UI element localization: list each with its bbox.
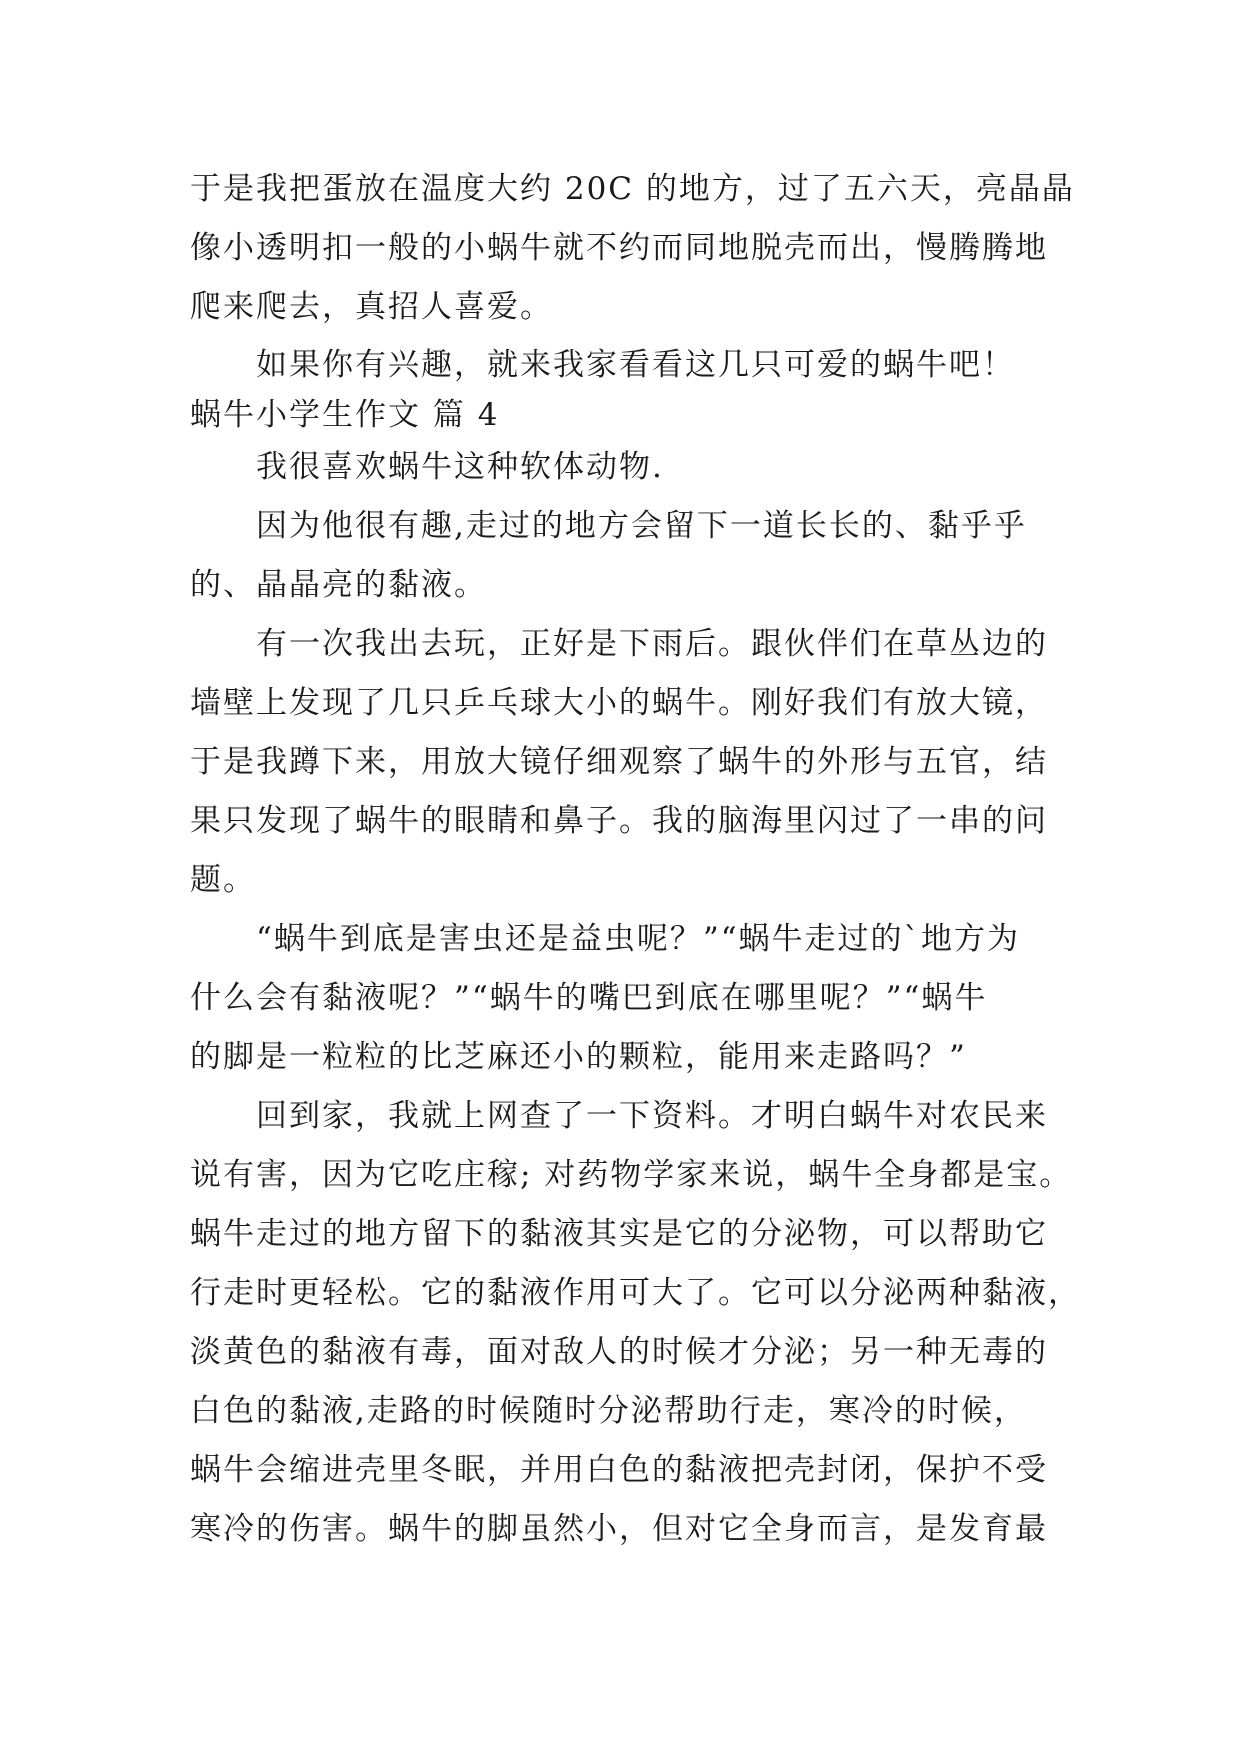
text-line: 什么会有黏液呢？”“蜗牛的嘴巴到底在哪里呢？”“蜗牛 — [190, 980, 988, 1016]
text-line: 题。 — [190, 862, 256, 898]
text-line: 回到家，我就上网查了一下资料。才明白蜗牛对农民来 — [256, 1098, 1048, 1134]
text-line: 果只发现了蜗牛的眼睛和鼻子。我的脑海里闪过了一串的问 — [190, 803, 1048, 839]
text-line: 说有害，因为它吃庄稼; 对药物学家来说，蜗牛全身都是宝。 — [190, 1157, 1073, 1193]
text-line: 寒冷的伤害。蜗牛的脚虽然小，但对它全身而言，是发育最 — [190, 1511, 1048, 1547]
text-line: 有一次我出去玩，正好是下雨后。跟伙伴们在草丛边的 — [256, 626, 1048, 662]
text-line: “蜗牛到底是害虫还是益虫呢？”“蜗牛走过的`地方为 — [256, 921, 1021, 957]
text-line: 蜗牛走过的地方留下的黏液其实是它的分泌物，可以帮助它 — [190, 1216, 1048, 1252]
section-heading: 蜗牛小学生作文 篇 4 — [190, 397, 500, 433]
text-line: 的脚是一粒粒的比芝麻还小的颗粒，能用来走路吗？” — [190, 1039, 967, 1075]
text-line: 于是我蹲下来，用放大镜仔细观察了蜗牛的外形与五官，结 — [190, 744, 1048, 780]
text-line: 爬来爬去，真招人喜爱。 — [190, 289, 553, 325]
text-line: 我很喜欢蜗牛这种软体动物. — [256, 449, 664, 485]
text-line: 如果你有兴趣，就来我家看看这几只可爱的蜗牛吧！ — [256, 347, 1015, 383]
text-line: 的、晶晶亮的黏液。 — [190, 567, 487, 603]
text-line: 于是我把蛋放在温度大约 20C 的地方，过了五六天，亮晶晶 — [190, 171, 1075, 207]
essay-body — [190, 160, 1081, 1559]
text-line: 淡黄色的黏液有毒，面对敌人的时候才分泌；另一种无毒的 — [190, 1334, 1048, 1370]
text-line: 像小透明扣一般的小蜗牛就不约而同地脱壳而出，慢腾腾地 — [190, 230, 1048, 266]
text-line: 墙壁上发现了几只乒乓球大小的蜗牛。刚好我们有放大镜， — [190, 685, 1048, 721]
text-line: 蜗牛会缩进壳里冬眠，并用白色的黏液把壳封闭，保护不受 — [190, 1452, 1048, 1488]
text-line: 白色的黏液,走路的时候随时分泌帮助行走，寒冷的时候， — [190, 1393, 1027, 1429]
text-line: 因为他很有趣,走过的地方会留下一道长长的、黏乎乎 — [256, 508, 1027, 544]
text-line: 行走时更轻松。它的黏液作用可大了。它可以分泌两种黏液， — [190, 1275, 1081, 1311]
